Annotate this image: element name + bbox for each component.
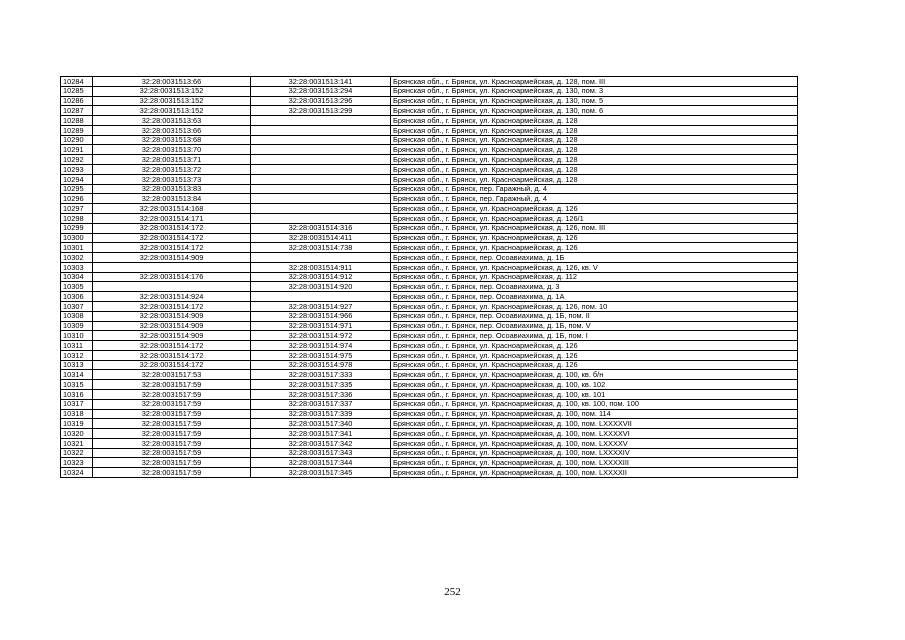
- row-number-cell: 10298: [61, 213, 93, 223]
- row-number-cell: 10314: [61, 370, 93, 380]
- cadastral-number-cell: 32:28:0031517:59: [93, 468, 251, 478]
- table-row: [61, 77, 798, 87]
- cadastral-number-cell: 32:28:0031514:909: [93, 321, 251, 331]
- table-row: [61, 204, 798, 214]
- table-row: [61, 135, 798, 145]
- table-row: [61, 360, 798, 370]
- row-number-cell: 10315: [61, 380, 93, 390]
- cadastral-number-cell: 32:28:0031514:168: [93, 204, 251, 214]
- object-cadastral-number-cell: [251, 194, 391, 204]
- object-cadastral-number-cell: 32:28:0031514:927: [251, 301, 391, 311]
- address-cell: Брянская обл., г. Брянск, ул. Красноармейская, д. 126, пом. 10: [391, 301, 798, 311]
- object-cadastral-number-cell: [251, 174, 391, 184]
- address-cell: Брянская обл., г. Брянск, ул. Красноармейская, д. 126: [391, 243, 798, 253]
- table-row: [61, 458, 798, 468]
- row-number-cell: 10310: [61, 331, 93, 341]
- cadastral-number-cell: 32:28:0031513:66: [93, 125, 251, 135]
- row-number-cell: 10289: [61, 125, 93, 135]
- address-cell: Брянская обл., г. Брянск, ул. Красноармейская, д. 100, кв. 101: [391, 390, 798, 400]
- row-number-cell: 10294: [61, 174, 93, 184]
- cadastral-number-cell: 32:28:0031517:59: [93, 409, 251, 419]
- address-cell: Брянская обл., г. Брянск, ул. Красноармейская, д. 126: [391, 204, 798, 214]
- object-cadastral-number-cell: 32:28:0031514:971: [251, 321, 391, 331]
- address-cell: Брянская обл., г. Брянск, ул. Красноармейская, д. 100, пом. LXXXXIII: [391, 458, 798, 468]
- address-cell: Брянская обл., г. Брянск, пер. Осоавиахима, д. 1Б, пом. II: [391, 311, 798, 321]
- address-cell: Брянская обл., г. Брянск, ул. Красноармейская, д. 126: [391, 341, 798, 351]
- table-row: [61, 448, 798, 458]
- table-row: [61, 96, 798, 106]
- row-number-cell: 10293: [61, 165, 93, 175]
- address-cell: Брянская обл., г. Брянск, пер. Осоавиахима, д. 1А: [391, 292, 798, 302]
- table-row: [61, 350, 798, 360]
- table-row: [61, 331, 798, 341]
- table-row: [61, 243, 798, 253]
- object-cadastral-number-cell: 32:28:0031513:141: [251, 77, 391, 87]
- address-cell: Брянская обл., г. Брянск, ул. Красноармейская, д. 130, пом. 6: [391, 106, 798, 116]
- address-cell: Брянская обл., г. Брянск, ул. Красноармейская, д. 100, пом. LXXXXII: [391, 468, 798, 478]
- cadastral-number-cell: 32:28:0031514:172: [93, 360, 251, 370]
- row-number-cell: 10312: [61, 350, 93, 360]
- address-cell: Брянская обл., г. Брянск, ул. Красноармейская, д. 128, пом. III: [391, 77, 798, 87]
- address-cell: Брянская обл., г. Брянск, ул. Красноармейская, д. 100, пом. LXXXXVI: [391, 429, 798, 439]
- row-number-cell: 10316: [61, 390, 93, 400]
- row-number-cell: 10287: [61, 106, 93, 116]
- object-cadastral-number-cell: 32:28:0031513:299: [251, 106, 391, 116]
- address-cell: Брянская обл., г. Брянск, ул. Красноармейская, д. 100, пом. LXXXXVII: [391, 419, 798, 429]
- address-cell: Брянская обл., г. Брянск, ул. Красноармейская, д. 128: [391, 174, 798, 184]
- row-number-cell: 10308: [61, 311, 93, 321]
- row-number-cell: 10299: [61, 223, 93, 233]
- cadastral-number-cell: 32:28:0031517:59: [93, 429, 251, 439]
- cadastral-number-cell: 32:28:0031517:59: [93, 380, 251, 390]
- row-number-cell: 10285: [61, 86, 93, 96]
- object-cadastral-number-cell: [251, 116, 391, 126]
- cadastral-number-cell: 32:28:0031514:172: [93, 223, 251, 233]
- table-row: [61, 390, 798, 400]
- object-cadastral-number-cell: [251, 125, 391, 135]
- row-number-cell: 10300: [61, 233, 93, 243]
- object-cadastral-number-cell: 32:28:0031517:341: [251, 429, 391, 439]
- address-cell: Брянская обл., г. Брянск, ул. Красноармейская, д. 126, пом. III: [391, 223, 798, 233]
- address-cell: Брянская обл., г. Брянск, ул. Красноармейская, д. 126/1: [391, 213, 798, 223]
- row-number-cell: 10286: [61, 96, 93, 106]
- cadastral-number-cell: 32:28:0031517:59: [93, 390, 251, 400]
- row-number-cell: 10320: [61, 429, 93, 439]
- address-cell: Брянская обл., г. Брянск, ул. Красноармейская, д. 128: [391, 125, 798, 135]
- cadastral-number-cell: 32:28:0031513:68: [93, 135, 251, 145]
- row-number-cell: 10295: [61, 184, 93, 194]
- object-cadastral-number-cell: [251, 204, 391, 214]
- cadastral-number-cell: 32:28:0031514:172: [93, 301, 251, 311]
- cadastral-number-cell: 32:28:0031514:924: [93, 292, 251, 302]
- registry-table-body: [61, 77, 798, 478]
- object-cadastral-number-cell: 32:28:0031517:343: [251, 448, 391, 458]
- object-cadastral-number-cell: 32:28:0031514:972: [251, 331, 391, 341]
- table-row: [61, 223, 798, 233]
- object-cadastral-number-cell: 32:28:0031513:294: [251, 86, 391, 96]
- object-cadastral-number-cell: 32:28:0031514:974: [251, 341, 391, 351]
- table-row: [61, 282, 798, 292]
- object-cadastral-number-cell: 32:28:0031517:335: [251, 380, 391, 390]
- object-cadastral-number-cell: [251, 292, 391, 302]
- row-number-cell: 10323: [61, 458, 93, 468]
- cadastral-number-cell: 32:28:0031517:59: [93, 438, 251, 448]
- table-row: [61, 468, 798, 478]
- table-row: [61, 429, 798, 439]
- row-number-cell: 10322: [61, 448, 93, 458]
- table-row: [61, 272, 798, 282]
- cadastral-number-cell: 32:28:0031514:172: [93, 341, 251, 351]
- object-cadastral-number-cell: 32:28:0031514:966: [251, 311, 391, 321]
- cadastral-number-cell: [93, 282, 251, 292]
- cadastral-number-cell: 32:28:0031513:84: [93, 194, 251, 204]
- table-row: [61, 194, 798, 204]
- object-cadastral-number-cell: 32:28:0031514:411: [251, 233, 391, 243]
- row-number-cell: 10324: [61, 468, 93, 478]
- row-number-cell: 10321: [61, 438, 93, 448]
- object-cadastral-number-cell: [251, 145, 391, 155]
- table-row: [61, 155, 798, 165]
- row-number-cell: 10292: [61, 155, 93, 165]
- cadastral-number-cell: 32:28:0031517:59: [93, 448, 251, 458]
- table-row: [61, 253, 798, 263]
- page-number: 252: [444, 586, 461, 598]
- object-cadastral-number-cell: 32:28:0031517:337: [251, 399, 391, 409]
- table-row: [61, 233, 798, 243]
- cadastral-number-cell: 32:28:0031514:176: [93, 272, 251, 282]
- table-row: [61, 380, 798, 390]
- cadastral-number-cell: 32:28:0031513:72: [93, 165, 251, 175]
- cadastral-number-cell: 32:28:0031513:83: [93, 184, 251, 194]
- cadastral-number-cell: 32:28:0031514:909: [93, 311, 251, 321]
- address-cell: Брянская обл., г. Брянск, ул. Красноармейская, д. 100, кв. 102: [391, 380, 798, 390]
- object-cadastral-number-cell: [251, 253, 391, 263]
- address-cell: Брянская обл., г. Брянск, ул. Красноармейская, д. 100, пом. LXXXXIV: [391, 448, 798, 458]
- address-cell: Брянская обл., г. Брянск, пер. Гаражный, д. 4: [391, 184, 798, 194]
- cadastral-number-cell: 32:28:0031514:172: [93, 233, 251, 243]
- object-cadastral-number-cell: 32:28:0031517:339: [251, 409, 391, 419]
- row-number-cell: 10319: [61, 419, 93, 429]
- object-cadastral-number-cell: 32:28:0031517:333: [251, 370, 391, 380]
- address-cell: Брянская обл., г. Брянск, пер. Осоавиахима, д. 1Б: [391, 253, 798, 263]
- address-cell: Брянская обл., г. Брянск, ул. Красноармейская, д. 100, кв. б/н: [391, 370, 798, 380]
- object-cadastral-number-cell: 32:28:0031517:345: [251, 468, 391, 478]
- address-cell: Брянская обл., г. Брянск, ул. Красноармейская, д. 130, пом. 5: [391, 96, 798, 106]
- cadastral-registry-table: [60, 76, 798, 478]
- table-row: [61, 419, 798, 429]
- table-row: [61, 438, 798, 448]
- object-cadastral-number-cell: 32:28:0031514:316: [251, 223, 391, 233]
- object-cadastral-number-cell: [251, 135, 391, 145]
- object-cadastral-number-cell: 32:28:0031517:344: [251, 458, 391, 468]
- cadastral-number-cell: [93, 262, 251, 272]
- address-cell: Брянская обл., г. Брянск, ул. Красноармейская, д. 128: [391, 145, 798, 155]
- table-row: [61, 292, 798, 302]
- address-cell: Брянская обл., г. Брянск, ул. Красноармейская, д. 100, пом. LXXXXV: [391, 438, 798, 448]
- object-cadastral-number-cell: 32:28:0031514:920: [251, 282, 391, 292]
- address-cell: Брянская обл., г. Брянск, ул. Красноармейская, д. 128: [391, 155, 798, 165]
- cadastral-number-cell: 32:28:0031514:171: [93, 213, 251, 223]
- table-row: [61, 341, 798, 351]
- object-cadastral-number-cell: 32:28:0031514:738: [251, 243, 391, 253]
- table-row: [61, 321, 798, 331]
- row-number-cell: 10304: [61, 272, 93, 282]
- table-row: [61, 399, 798, 409]
- row-number-cell: 10284: [61, 77, 93, 87]
- object-cadastral-number-cell: 32:28:0031517:342: [251, 438, 391, 448]
- cadastral-number-cell: 32:28:0031513:152: [93, 96, 251, 106]
- row-number-cell: 10288: [61, 116, 93, 126]
- row-number-cell: 10317: [61, 399, 93, 409]
- address-cell: Брянская обл., г. Брянск, ул. Красноармейская, д. 112: [391, 272, 798, 282]
- row-number-cell: 10311: [61, 341, 93, 351]
- object-cadastral-number-cell: 32:28:0031517:336: [251, 390, 391, 400]
- row-number-cell: 10296: [61, 194, 93, 204]
- table-row: [61, 301, 798, 311]
- object-cadastral-number-cell: 32:28:0031517:340: [251, 419, 391, 429]
- row-number-cell: 10290: [61, 135, 93, 145]
- table-row: [61, 262, 798, 272]
- cadastral-number-cell: 32:28:0031513:63: [93, 116, 251, 126]
- address-cell: Брянская обл., г. Брянск, ул. Красноармейская, д. 128: [391, 165, 798, 175]
- cadastral-number-cell: 32:28:0031517:59: [93, 399, 251, 409]
- table-row: [61, 213, 798, 223]
- row-number-cell: 10303: [61, 262, 93, 272]
- cadastral-number-cell: 32:28:0031513:152: [93, 106, 251, 116]
- table-row: [61, 145, 798, 155]
- cadastral-number-cell: 32:28:0031517:59: [93, 458, 251, 468]
- row-number-cell: 10291: [61, 145, 93, 155]
- object-cadastral-number-cell: 32:28:0031514:911: [251, 262, 391, 272]
- object-cadastral-number-cell: 32:28:0031514:975: [251, 350, 391, 360]
- row-number-cell: 10305: [61, 282, 93, 292]
- object-cadastral-number-cell: 32:28:0031514:912: [251, 272, 391, 282]
- table-row: [61, 370, 798, 380]
- cadastral-number-cell: 32:28:0031514:172: [93, 243, 251, 253]
- cadastral-number-cell: 32:28:0031514:909: [93, 331, 251, 341]
- object-cadastral-number-cell: 32:28:0031514:978: [251, 360, 391, 370]
- object-cadastral-number-cell: [251, 184, 391, 194]
- object-cadastral-number-cell: [251, 165, 391, 175]
- row-number-cell: 10309: [61, 321, 93, 331]
- cadastral-number-cell: 32:28:0031513:71: [93, 155, 251, 165]
- cadastral-number-cell: 32:28:0031513:152: [93, 86, 251, 96]
- address-cell: Брянская обл., г. Брянск, пер. Осоавиахима, д. 1Б, пом. I: [391, 331, 798, 341]
- address-cell: Брянская обл., г. Брянск, ул. Красноармейская, д. 100, кв. 100, пом. 100: [391, 399, 798, 409]
- table-row: [61, 86, 798, 96]
- address-cell: Брянская обл., г. Брянск, пер. Гаражный, д. 4: [391, 194, 798, 204]
- address-cell: Брянская обл., г. Брянск, ул. Красноармейская, д. 128: [391, 116, 798, 126]
- object-cadastral-number-cell: [251, 155, 391, 165]
- cadastral-number-cell: 32:28:0031513:70: [93, 145, 251, 155]
- address-cell: Брянская обл., г. Брянск, пер. Осоавиахима, д. 1Б, пом. V: [391, 321, 798, 331]
- row-number-cell: 10297: [61, 204, 93, 214]
- cadastral-number-cell: 32:28:0031517:53: [93, 370, 251, 380]
- cadastral-number-cell: 32:28:0031513:73: [93, 174, 251, 184]
- row-number-cell: 10318: [61, 409, 93, 419]
- cadastral-number-cell: 32:28:0031517:59: [93, 419, 251, 429]
- row-number-cell: 10302: [61, 253, 93, 263]
- table-row: [61, 116, 798, 126]
- address-cell: Брянская обл., г. Брянск, ул. Красноармейская, д. 126, кв. V: [391, 262, 798, 272]
- table-row: [61, 174, 798, 184]
- cadastral-number-cell: 32:28:0031514:909: [93, 253, 251, 263]
- table-row: [61, 106, 798, 116]
- table-row: [61, 165, 798, 175]
- cadastral-number-cell: 32:28:0031513:66: [93, 77, 251, 87]
- object-cadastral-number-cell: 32:28:0031513:296: [251, 96, 391, 106]
- cadastral-number-cell: 32:28:0031514:172: [93, 350, 251, 360]
- address-cell: Брянская обл., г. Брянск, ул. Красноармейская, д. 126: [391, 233, 798, 243]
- address-cell: Брянская обл., г. Брянск, ул. Красноармейская, д. 100, пом. 114: [391, 409, 798, 419]
- address-cell: Брянская обл., г. Брянск, ул. Красноармейская, д. 128: [391, 135, 798, 145]
- row-number-cell: 10306: [61, 292, 93, 302]
- address-cell: Брянская обл., г. Брянск, ул. Красноармейская, д. 126: [391, 360, 798, 370]
- row-number-cell: 10307: [61, 301, 93, 311]
- address-cell: Брянская обл., г. Брянск, ул. Красноармейская, д. 126: [391, 350, 798, 360]
- address-cell: Брянская обл., г. Брянск, пер. Осоавиахима, д. 3: [391, 282, 798, 292]
- table-row: [61, 311, 798, 321]
- object-cadastral-number-cell: [251, 213, 391, 223]
- address-cell: Брянская обл., г. Брянск, ул. Красноармейская, д. 130, пом. 3: [391, 86, 798, 96]
- table-row: [61, 409, 798, 419]
- table-row: [61, 184, 798, 194]
- row-number-cell: 10301: [61, 243, 93, 253]
- row-number-cell: 10313: [61, 360, 93, 370]
- table-row: [61, 125, 798, 135]
